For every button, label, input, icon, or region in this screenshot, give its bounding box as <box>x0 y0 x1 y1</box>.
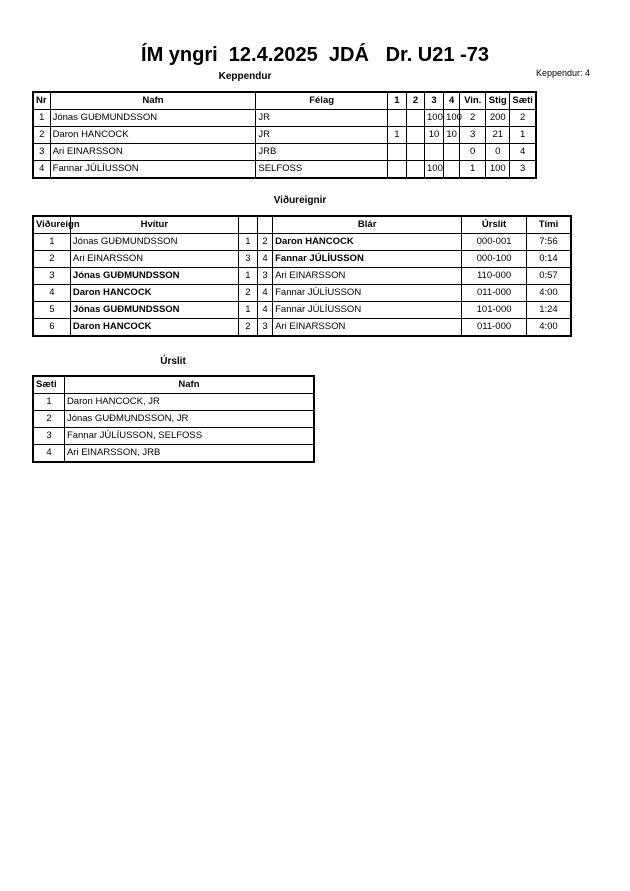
match-cell: Fannar JÚLÍUSSON <box>273 302 462 319</box>
match-cell: 000-001 <box>462 234 527 251</box>
participant-cell: 0 <box>486 144 510 161</box>
match-row <box>33 268 571 285</box>
participant-cell: 21 <box>486 127 510 144</box>
match-cell: 101-000 <box>462 302 527 319</box>
participant-cell: Daron HANCOCK <box>50 127 256 144</box>
match-cell: 4 <box>257 302 272 319</box>
participant-cell <box>406 144 424 161</box>
match-cell: 011-000 <box>462 319 527 337</box>
participant-cell: 100 <box>486 161 510 179</box>
participant-cell: 2 <box>510 110 536 127</box>
result-cell: Fannar JÚLÍUSSON, SELFOSS <box>64 428 314 445</box>
match-cell: 6 <box>33 319 70 337</box>
participant-cell: 2 <box>33 127 50 144</box>
participants-heading: Keppendur <box>218 71 272 82</box>
participants-col-header: 3 <box>425 92 444 110</box>
match-cell: 3 <box>238 251 257 268</box>
match-cell: 1:24 <box>526 302 571 319</box>
match-cell: 2 <box>238 285 257 302</box>
result-row <box>33 445 314 463</box>
matches-header-row <box>33 216 571 234</box>
participant-cell <box>406 161 424 179</box>
participant-cell: 4 <box>33 161 50 179</box>
match-cell: Daron HANCOCK <box>273 234 462 251</box>
participant-cell: 2 <box>460 110 486 127</box>
match-cell: Daron HANCOCK <box>70 285 238 302</box>
result-cell: Jónas GUÐMUNDSSON, JR <box>64 411 314 428</box>
participant-cell: SELFOSS <box>256 161 388 179</box>
matches-table <box>32 215 572 337</box>
match-cell: 1 <box>238 234 257 251</box>
participants-col-header: 1 <box>387 92 406 110</box>
match-row <box>33 319 571 337</box>
match-cell: 0:57 <box>526 268 571 285</box>
participant-row <box>33 161 536 179</box>
match-cell: 000-100 <box>462 251 527 268</box>
result-cell: Ari EINARSSON, JRB <box>64 445 314 463</box>
result-cell: 4 <box>33 445 64 463</box>
match-cell: 4:00 <box>526 285 571 302</box>
match-cell: 1 <box>33 234 70 251</box>
matches-col-header: Tími <box>526 216 571 234</box>
matches-col-header <box>238 216 257 234</box>
participant-cell: 100 <box>444 110 460 127</box>
match-row <box>33 302 571 319</box>
result-row <box>33 428 314 445</box>
participant-cell: 100 <box>425 110 444 127</box>
result-cell: 3 <box>33 428 64 445</box>
match-row <box>33 251 571 268</box>
results-col-header: Sæti <box>33 376 64 394</box>
match-cell: Daron HANCOCK <box>70 319 238 337</box>
participant-count: Keppendur: 4 <box>536 68 591 78</box>
participant-cell <box>387 161 406 179</box>
matches-col-header: Hvítur <box>70 216 238 234</box>
participant-cell <box>406 110 424 127</box>
participant-cell: 0 <box>460 144 486 161</box>
page-title: ÍM yngri 12.4.2025 JDÁ Dr. U21 -73 <box>141 44 489 66</box>
matches-col-header: Viðureign <box>33 216 70 234</box>
participant-cell <box>406 127 424 144</box>
participants-col-header: 4 <box>444 92 460 110</box>
result-cell: 1 <box>33 394 64 411</box>
match-cell: 7:56 <box>526 234 571 251</box>
participant-cell <box>425 144 444 161</box>
match-cell: Ari EINARSSON <box>273 268 462 285</box>
participant-cell: Fannar JÚLÍUSSON <box>50 161 256 179</box>
participant-cell: 4 <box>510 144 536 161</box>
participants-col-header: Stig <box>486 92 510 110</box>
match-row <box>33 285 571 302</box>
participant-cell: JRB <box>256 144 388 161</box>
match-cell: 3 <box>33 268 70 285</box>
participant-cell: Ari EINARSSON <box>50 144 256 161</box>
match-cell: 3 <box>257 319 272 337</box>
result-cell: Daron HANCOCK, JR <box>64 394 314 411</box>
participant-cell: 3 <box>510 161 536 179</box>
match-cell: 4:00 <box>526 319 571 337</box>
participant-cell <box>444 144 460 161</box>
match-cell: 4 <box>33 285 70 302</box>
match-cell: Ari EINARSSON <box>70 251 238 268</box>
results-col-header: Nafn <box>64 376 314 394</box>
match-cell: 2 <box>33 251 70 268</box>
participant-cell: 1 <box>510 127 536 144</box>
participants-col-header: 2 <box>406 92 424 110</box>
participant-cell: JR <box>256 110 388 127</box>
matches-col-header: Blár <box>273 216 462 234</box>
participant-row <box>33 127 536 144</box>
participant-cell <box>387 144 406 161</box>
match-cell: 0:14 <box>526 251 571 268</box>
participant-cell: JR <box>256 127 388 144</box>
match-cell: 2 <box>257 234 272 251</box>
participant-cell: 3 <box>460 127 486 144</box>
participants-col-header: Nr <box>33 92 50 110</box>
match-cell: 4 <box>257 285 272 302</box>
participants-col-header: Vin. <box>460 92 486 110</box>
result-row <box>33 411 314 428</box>
results-heading: Úrslit <box>160 356 186 367</box>
participant-cell: 100 <box>425 161 444 179</box>
match-cell: 110-000 <box>462 268 527 285</box>
participant-cell: 200 <box>486 110 510 127</box>
participant-cell: Jónas GUÐMUNDSSON <box>50 110 256 127</box>
match-cell: Fannar JÚLÍUSSON <box>273 251 462 268</box>
matches-col-header <box>257 216 272 234</box>
match-cell: 011-000 <box>462 285 527 302</box>
result-row <box>33 394 314 411</box>
participant-cell: 1 <box>387 127 406 144</box>
participant-row <box>33 110 536 127</box>
participants-col-header: Félag <box>256 92 388 110</box>
match-cell: 1 <box>238 302 257 319</box>
participant-cell: 10 <box>425 127 444 144</box>
match-cell: Jónas GUÐMUNDSSON <box>70 234 238 251</box>
results-header-row <box>33 376 314 394</box>
match-cell: Jónas GUÐMUNDSSON <box>70 302 238 319</box>
match-cell: 4 <box>257 251 272 268</box>
participants-col-header: Sæti <box>510 92 536 110</box>
match-cell: Ari EINARSSON <box>273 319 462 337</box>
match-cell: Jónas GUÐMUNDSSON <box>70 268 238 285</box>
matches-col-header: Úrslit <box>462 216 527 234</box>
participants-header-row <box>33 92 536 110</box>
match-cell: 3 <box>257 268 272 285</box>
matches-heading: Viðureignir <box>273 195 327 206</box>
match-row <box>33 234 571 251</box>
participant-cell <box>444 161 460 179</box>
participant-cell: 10 <box>444 127 460 144</box>
participant-cell <box>387 110 406 127</box>
result-cell: 2 <box>33 411 64 428</box>
match-cell: Fannar JÚLÍUSSON <box>273 285 462 302</box>
participants-table <box>32 91 537 179</box>
match-cell: 1 <box>238 268 257 285</box>
participant-cell: 1 <box>460 161 486 179</box>
match-cell: 2 <box>238 319 257 337</box>
match-cell: 5 <box>33 302 70 319</box>
participant-cell: 3 <box>33 144 50 161</box>
participants-col-header: Nafn <box>50 92 256 110</box>
participant-row <box>33 144 536 161</box>
participant-cell: 1 <box>33 110 50 127</box>
results-table <box>32 375 315 463</box>
